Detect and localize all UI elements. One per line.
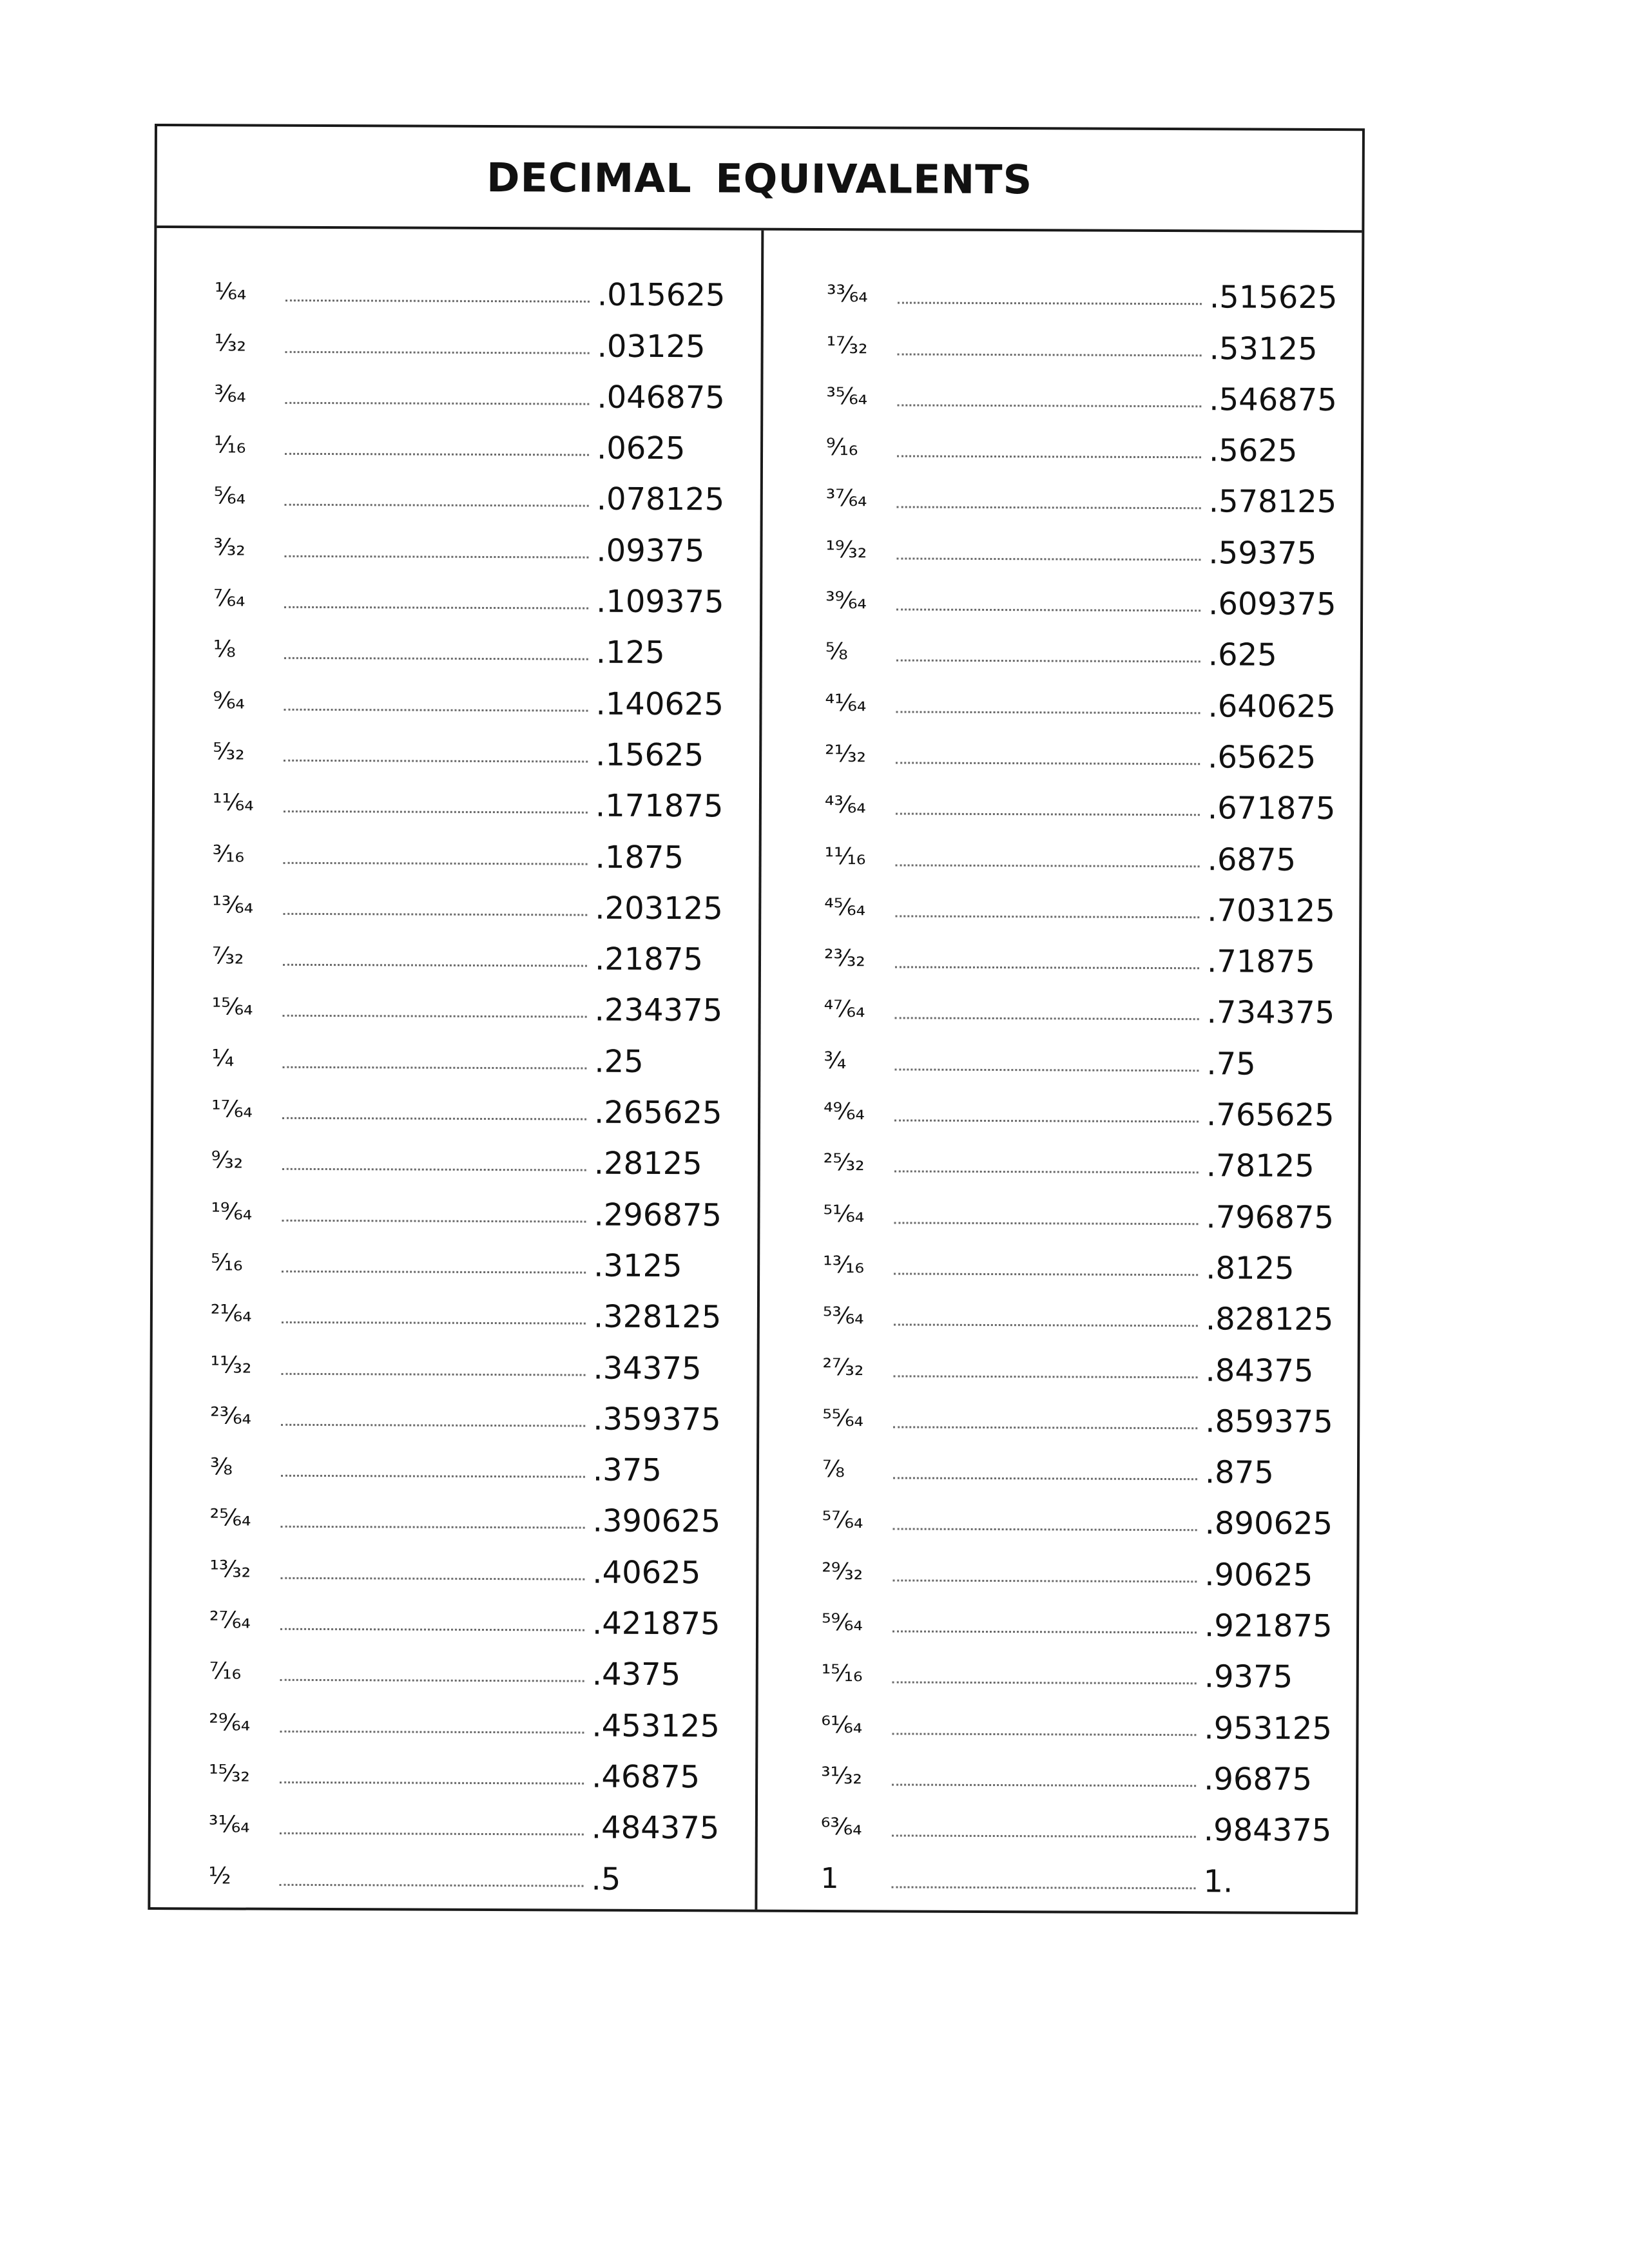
dot-leader bbox=[895, 966, 1199, 970]
decimal-value: .921875 bbox=[1204, 1608, 1333, 1645]
fraction-label: ³³⁄₆₄ bbox=[826, 281, 868, 308]
fraction-label: ⁹⁄₃₂ bbox=[211, 1147, 244, 1174]
table-row bbox=[825, 673, 1340, 726]
fraction-label: ²⁵⁄₆₄ bbox=[209, 1504, 251, 1532]
fraction-label: ⁹⁄₁₆ bbox=[825, 434, 858, 461]
dot-leader bbox=[894, 1171, 1199, 1174]
table-row bbox=[823, 1235, 1338, 1288]
table-row bbox=[213, 722, 728, 774]
dot-leader bbox=[897, 456, 1201, 459]
table-row bbox=[825, 775, 1340, 828]
decimal-value: .734375 bbox=[1206, 994, 1335, 1032]
dot-leader bbox=[893, 1477, 1197, 1481]
dot-leader bbox=[284, 555, 588, 559]
decimal-value: .984375 bbox=[1203, 1812, 1332, 1849]
table-row bbox=[209, 1641, 725, 1694]
dot-leader bbox=[280, 1832, 584, 1836]
decimal-value: .640625 bbox=[1208, 687, 1336, 725]
decimal-value: .046875 bbox=[597, 379, 725, 416]
table-row bbox=[213, 517, 729, 570]
dot-leader bbox=[282, 1271, 586, 1274]
fraction-label: ³⁄₄ bbox=[824, 1047, 847, 1074]
decimal-value: .484375 bbox=[591, 1809, 720, 1847]
decimal-value: .4375 bbox=[592, 1656, 681, 1693]
dot-leader bbox=[284, 708, 588, 711]
table-row bbox=[822, 1644, 1337, 1696]
table-row bbox=[826, 418, 1342, 470]
table-row bbox=[213, 619, 729, 672]
dot-leader bbox=[280, 1782, 584, 1785]
dot-leader bbox=[282, 1168, 586, 1171]
dot-leader bbox=[897, 506, 1201, 510]
dot-leader bbox=[284, 861, 588, 865]
decimal-value: .34375 bbox=[593, 1350, 702, 1387]
decimal-value: .1875 bbox=[595, 839, 684, 876]
table-row bbox=[824, 1030, 1339, 1083]
fraction-label: ⁵⁹⁄₆₄ bbox=[821, 1610, 863, 1637]
table-row bbox=[820, 1848, 1336, 1901]
fraction-label: ¹³⁄₁₆ bbox=[823, 1251, 865, 1279]
table-row bbox=[215, 313, 730, 366]
table-row bbox=[213, 773, 728, 825]
column-divider bbox=[755, 231, 764, 1910]
table-row bbox=[209, 1794, 724, 1847]
table-row bbox=[214, 364, 729, 417]
decimal-value: .375 bbox=[592, 1452, 662, 1489]
decimal-value: .15625 bbox=[595, 736, 704, 774]
table-row bbox=[211, 1079, 727, 1132]
table-row bbox=[211, 1130, 727, 1183]
table-row bbox=[825, 571, 1341, 624]
dot-leader bbox=[284, 657, 588, 660]
decimal-value: .609375 bbox=[1208, 586, 1336, 623]
table-row bbox=[823, 1286, 1338, 1339]
decimal-value: 1. bbox=[1203, 1863, 1233, 1899]
table-row bbox=[822, 1593, 1337, 1646]
fraction-label: ¹⁷⁄₆₄ bbox=[211, 1096, 253, 1123]
table-row bbox=[824, 979, 1340, 1032]
decimal-value: .578125 bbox=[1208, 483, 1337, 521]
decimal-value: .890625 bbox=[1204, 1505, 1333, 1542]
table-row bbox=[824, 878, 1340, 930]
fraction-label: ⁵³⁄₆₄ bbox=[822, 1303, 864, 1330]
table-row bbox=[208, 1846, 724, 1899]
dot-leader bbox=[280, 1628, 584, 1631]
dot-leader bbox=[282, 1066, 586, 1070]
decimal-value: .078125 bbox=[596, 481, 725, 518]
table-row bbox=[211, 1283, 726, 1336]
dot-leader bbox=[281, 1424, 585, 1427]
table-row bbox=[825, 622, 1341, 675]
table-row bbox=[212, 977, 728, 1030]
dot-leader bbox=[284, 760, 588, 763]
title-bar bbox=[157, 126, 1362, 233]
decimal-value: .234375 bbox=[594, 992, 723, 1029]
dot-leader bbox=[894, 1119, 1199, 1122]
decimal-value: .171875 bbox=[595, 787, 724, 825]
dot-leader bbox=[896, 557, 1200, 561]
table-row bbox=[822, 1541, 1337, 1594]
decimal-value: .9375 bbox=[1204, 1658, 1293, 1696]
decimal-value: .46875 bbox=[592, 1758, 700, 1796]
dot-leader bbox=[894, 1068, 1199, 1072]
table-row bbox=[209, 1590, 725, 1643]
fraction-label: ¹¹⁄₃₂ bbox=[210, 1351, 252, 1379]
decimal-value: .125 bbox=[595, 635, 665, 671]
table-row bbox=[211, 1182, 726, 1235]
fraction-label: ²⁹⁄₃₂ bbox=[822, 1558, 863, 1585]
decimal-value: .515625 bbox=[1209, 279, 1338, 316]
dot-leader bbox=[898, 302, 1202, 305]
table-row bbox=[821, 1695, 1336, 1747]
decimal-value: .5625 bbox=[1208, 432, 1298, 470]
fraction-label: ¹³⁄₃₂ bbox=[209, 1556, 251, 1583]
dot-leader bbox=[283, 913, 587, 916]
table-row bbox=[214, 415, 729, 468]
fraction-label: ⁵⁷⁄₆₄ bbox=[822, 1507, 863, 1534]
decimal-value: .703125 bbox=[1207, 892, 1335, 929]
decimal-value: .828125 bbox=[1205, 1301, 1334, 1338]
table-row bbox=[214, 466, 729, 519]
dot-leader bbox=[893, 1426, 1197, 1429]
decimal-value: .953125 bbox=[1204, 1709, 1333, 1747]
dot-leader bbox=[283, 1015, 587, 1018]
decimal-value: .25 bbox=[594, 1043, 644, 1080]
decimal-value: .328125 bbox=[593, 1298, 722, 1336]
dot-leader bbox=[894, 1324, 1198, 1327]
dot-leader bbox=[894, 1375, 1198, 1378]
table-row bbox=[210, 1335, 726, 1388]
dot-leader bbox=[283, 964, 587, 967]
fraction-label: ³⁄₃₂ bbox=[213, 534, 246, 561]
fraction-label: ¹⁹⁄₆₄ bbox=[211, 1198, 253, 1225]
decimal-value: .671875 bbox=[1207, 790, 1336, 827]
fraction-label: ²³⁄₆₄ bbox=[210, 1403, 252, 1430]
table-row bbox=[213, 568, 729, 621]
fraction-label: ⁴⁵⁄₆₄ bbox=[824, 894, 866, 921]
table-row bbox=[824, 1082, 1339, 1135]
fraction-label: ⁹⁄₆₄ bbox=[213, 687, 245, 715]
decimal-value: .75 bbox=[1206, 1046, 1256, 1082]
dot-leader bbox=[284, 606, 588, 610]
table-row bbox=[822, 1490, 1338, 1543]
decimal-value: .65625 bbox=[1208, 739, 1316, 776]
dot-leader bbox=[285, 402, 589, 405]
decimal-value: .0625 bbox=[596, 430, 686, 467]
fraction-label: ⁵⁄₈ bbox=[825, 639, 848, 666]
dot-leader bbox=[891, 1886, 1195, 1889]
decimal-value: .390625 bbox=[592, 1503, 721, 1540]
dot-leader bbox=[896, 660, 1200, 663]
decimal-value: .53125 bbox=[1209, 330, 1318, 367]
table-row bbox=[210, 1386, 726, 1439]
fraction-label: ²⁷⁄₃₂ bbox=[822, 1354, 864, 1381]
fraction-label: ³⁄₁₆ bbox=[212, 840, 245, 868]
table-row bbox=[213, 824, 728, 877]
dot-leader bbox=[895, 915, 1199, 918]
table-row bbox=[826, 367, 1342, 419]
decimal-value: .96875 bbox=[1204, 1761, 1313, 1798]
dot-leader bbox=[285, 351, 590, 354]
fraction-label: ⁷⁄₃₂ bbox=[211, 943, 244, 970]
decimal-value: .265625 bbox=[594, 1094, 722, 1131]
decimal-value: .109375 bbox=[596, 583, 724, 620]
fraction-label: ⁷⁄₆₄ bbox=[213, 585, 246, 612]
table-row bbox=[827, 315, 1342, 368]
decimal-value: .90625 bbox=[1204, 1556, 1313, 1593]
decimal-value: .796875 bbox=[1206, 1198, 1335, 1236]
table-row bbox=[822, 1389, 1338, 1441]
table-row bbox=[821, 1797, 1336, 1850]
fraction-label: ¹⁄₁₆ bbox=[214, 432, 246, 459]
dot-leader bbox=[282, 1117, 586, 1120]
dot-leader bbox=[896, 864, 1200, 867]
dot-leader bbox=[896, 711, 1200, 714]
dot-leader bbox=[898, 353, 1202, 356]
fraction-label: ¹⁵⁄₃₂ bbox=[209, 1760, 250, 1787]
decimal-value: .203125 bbox=[595, 890, 723, 927]
table-row bbox=[822, 1337, 1338, 1390]
fraction-label: ¹⁷⁄₃₂ bbox=[826, 332, 868, 359]
dot-leader bbox=[281, 1526, 585, 1529]
dot-leader bbox=[280, 1883, 584, 1887]
dot-leader bbox=[282, 1372, 586, 1376]
decimal-value: .40625 bbox=[592, 1554, 701, 1591]
dot-leader bbox=[282, 1321, 586, 1325]
fraction-label: ³¹⁄₃₂ bbox=[821, 1762, 862, 1790]
fraction-label: ⁴⁹⁄₆₄ bbox=[824, 1099, 865, 1126]
fraction-label: ¹⁄₈ bbox=[213, 636, 236, 663]
dot-leader bbox=[895, 1017, 1199, 1021]
dot-leader bbox=[892, 1579, 1197, 1582]
fraction-label: ¹⁄₂ bbox=[208, 1862, 231, 1889]
table-row bbox=[211, 1028, 727, 1081]
decimal-value: .765625 bbox=[1206, 1097, 1335, 1134]
table-row bbox=[824, 928, 1340, 981]
decimal-value: .5 bbox=[591, 1861, 621, 1898]
fraction-label: ⁴³⁄₆₄ bbox=[824, 792, 866, 819]
decimal-value: .28125 bbox=[593, 1145, 702, 1182]
fraction-label: ³⁹⁄₆₄ bbox=[825, 588, 867, 615]
dot-leader bbox=[894, 1273, 1198, 1276]
decimal-value: .625 bbox=[1208, 637, 1277, 674]
dot-leader bbox=[280, 1679, 584, 1682]
decimal-value: .546875 bbox=[1209, 381, 1337, 418]
decimal-value: .140625 bbox=[595, 686, 724, 723]
fraction-label: ³⁄₆₄ bbox=[214, 381, 246, 408]
table-row bbox=[825, 826, 1340, 879]
decimal-value: .421875 bbox=[592, 1605, 720, 1642]
dot-leader bbox=[894, 1222, 1198, 1225]
table-row bbox=[823, 1184, 1338, 1236]
fraction-label: ⁵⁵⁄₆₄ bbox=[822, 1405, 864, 1432]
fraction-label: ¹³⁄₆₄ bbox=[212, 892, 254, 919]
table-row bbox=[822, 1439, 1338, 1492]
fraction-label: ¹⁵⁄₆₄ bbox=[211, 994, 253, 1021]
table-row bbox=[209, 1744, 724, 1796]
fraction-label: 1 bbox=[820, 1861, 839, 1895]
fraction-label: ⁶¹⁄₆₄ bbox=[821, 1711, 863, 1738]
fraction-label: ⁷⁄₁₆ bbox=[209, 1658, 242, 1685]
fraction-label: ⁶³⁄₆₄ bbox=[820, 1814, 862, 1841]
fraction-label: ²⁵⁄₃₂ bbox=[823, 1149, 865, 1177]
decimal-value: .03125 bbox=[597, 328, 706, 365]
fraction-label: ¹⁵⁄₁₆ bbox=[821, 1660, 863, 1687]
fraction-label: ³⁵⁄₆₄ bbox=[826, 383, 868, 410]
table-row bbox=[824, 1133, 1339, 1186]
decimal-value: .78125 bbox=[1206, 1148, 1315, 1185]
decimal-value: .875 bbox=[1204, 1454, 1274, 1491]
right-column bbox=[820, 264, 1342, 1901]
fraction-label: ²⁷⁄₆₄ bbox=[209, 1607, 251, 1634]
fraction-label: ³¹⁄₆₄ bbox=[208, 1811, 250, 1838]
fraction-label: ⁵¹⁄₆₄ bbox=[823, 1200, 865, 1227]
table-row bbox=[209, 1693, 724, 1745]
dot-leader bbox=[896, 813, 1200, 816]
fraction-label: ⁷⁄₈ bbox=[822, 1456, 845, 1483]
fraction-label: ¹⁄₄ bbox=[211, 1045, 235, 1072]
fraction-label: ¹⁄₃₂ bbox=[214, 329, 247, 357]
decimal-value: .09375 bbox=[596, 532, 705, 570]
table-row bbox=[209, 1539, 725, 1592]
decimal-value: .453125 bbox=[592, 1707, 720, 1744]
decimal-value: .296875 bbox=[593, 1196, 722, 1234]
dot-leader bbox=[892, 1783, 1196, 1787]
decimal-value: .71875 bbox=[1206, 943, 1316, 981]
dot-leader bbox=[892, 1733, 1196, 1736]
decimal-value: .015625 bbox=[597, 276, 726, 314]
decimal-value: .3125 bbox=[593, 1247, 682, 1285]
fraction-label: ²¹⁄₆₄ bbox=[210, 1300, 252, 1327]
dot-leader bbox=[281, 1475, 585, 1478]
table-row bbox=[821, 1746, 1336, 1799]
table-row bbox=[211, 1233, 726, 1285]
fraction-label: ¹¹⁄₆₄ bbox=[212, 789, 254, 816]
dot-leader bbox=[284, 811, 588, 814]
dot-leader bbox=[892, 1630, 1197, 1633]
fraction-label: ²⁹⁄₆₄ bbox=[209, 1709, 251, 1736]
dot-leader bbox=[892, 1835, 1196, 1838]
table-row bbox=[213, 671, 728, 724]
left-column bbox=[208, 262, 730, 1899]
dot-leader bbox=[280, 1730, 584, 1733]
decimal-value: .859375 bbox=[1205, 1403, 1333, 1440]
table-row bbox=[827, 264, 1342, 317]
fraction-label: ⁵⁄₆₄ bbox=[213, 483, 246, 510]
decimal-equivalents-table bbox=[148, 124, 1365, 1914]
fraction-label: ⁵⁄₃₂ bbox=[213, 738, 245, 765]
dot-leader bbox=[897, 404, 1201, 407]
decimal-value: .359375 bbox=[593, 1401, 721, 1438]
fraction-label: ³⁄₈ bbox=[209, 1454, 233, 1481]
table-row bbox=[212, 875, 728, 928]
fraction-label: ²¹⁄₃₂ bbox=[825, 740, 867, 768]
dot-leader bbox=[285, 453, 589, 456]
table-row bbox=[215, 262, 730, 314]
decimal-value: .59375 bbox=[1208, 535, 1317, 572]
table-row bbox=[212, 926, 728, 979]
fraction-label: ¹⁹⁄₃₂ bbox=[825, 536, 867, 564]
table-row bbox=[825, 519, 1341, 572]
dot-leader bbox=[896, 762, 1200, 765]
table-row bbox=[210, 1437, 726, 1490]
page-title: DECIMAL EQUIVALENTS bbox=[486, 153, 1033, 203]
dot-leader bbox=[285, 300, 590, 303]
fraction-label: ²³⁄₃₂ bbox=[824, 945, 865, 972]
fraction-label: ⁴⁷⁄₆₄ bbox=[824, 996, 865, 1023]
decimal-value: .84375 bbox=[1205, 1352, 1314, 1389]
fraction-label: ³⁷⁄₆₄ bbox=[825, 485, 867, 512]
dot-leader bbox=[280, 1577, 584, 1580]
fraction-label: ¹¹⁄₁₆ bbox=[824, 843, 866, 870]
dot-leader bbox=[893, 1528, 1197, 1532]
fraction-label: ¹⁄₆₄ bbox=[214, 278, 247, 305]
table-row bbox=[210, 1488, 726, 1541]
dot-leader bbox=[285, 504, 589, 507]
dot-leader bbox=[892, 1682, 1197, 1685]
decimal-value: .6875 bbox=[1207, 841, 1296, 878]
dot-leader bbox=[282, 1219, 586, 1222]
table-row bbox=[825, 724, 1340, 777]
decimal-value: .21875 bbox=[594, 941, 704, 978]
dot-leader bbox=[896, 609, 1200, 612]
table-row bbox=[826, 468, 1342, 521]
decimal-value: .8125 bbox=[1206, 1250, 1295, 1287]
fraction-label: ⁴¹⁄₆₄ bbox=[825, 689, 867, 716]
fraction-label: ⁵⁄₁₆ bbox=[211, 1249, 243, 1276]
